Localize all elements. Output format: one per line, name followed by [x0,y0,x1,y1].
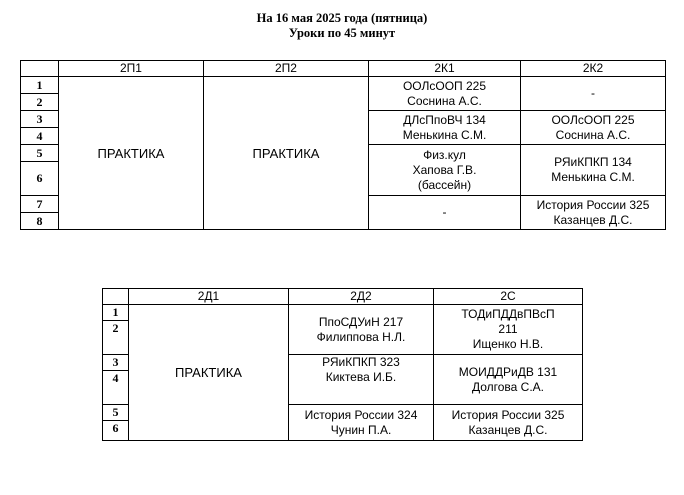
practice-cell-2p1: ПРАКТИКА [59,77,204,230]
lesson-number: 6 [21,162,59,196]
subject-room: История России 325 [536,197,650,212]
practice-cell-2d1: ПРАКТИКА [129,305,289,441]
practice-cell-2p2: ПРАКТИКА [204,77,369,230]
lesson-cell-2d2-2 [289,355,434,405]
lesson-cell-2k1-3 [369,145,521,196]
subject-room: ООЛсООП 225 [402,78,487,93]
subject-room: История России 324 [304,407,418,422]
teacher: Киктева И.Б. [325,370,397,384]
lesson-number: 2 [103,321,129,355]
lesson-cell-2k2-1 [521,77,666,111]
corner-cell [21,61,59,77]
empty-lesson: - [591,86,595,100]
group-header-2d2: 2Д2 [289,289,434,305]
teacher: Ищенко Н.В. [472,337,544,351]
lesson-duration-note: Уроки по 45 минут [288,26,396,40]
lesson-number: 8 [21,213,59,230]
teacher: Долгова С.А. [471,379,545,394]
location-note: (бассейн) [417,177,472,192]
lesson-cell-2d2-1 [289,305,434,355]
lesson-number: 5 [21,145,59,162]
lesson-number: 6 [103,421,129,441]
corner-cell [103,289,129,305]
lesson-number: 3 [21,111,59,128]
lesson-number: 4 [103,371,129,405]
teacher: Казанцев Д.С. [468,422,548,437]
subject-room: ООЛсООП 225 [551,112,635,127]
teacher: Соснина А.С. [555,127,631,142]
teacher: Филиппова Н.Л. [316,329,406,344]
lesson-cell-2k1-2 [369,111,521,145]
schedule-date-title: На 16 мая 2025 года (пятница) [256,11,428,25]
schedule-table-2 [102,288,583,441]
teacher: Чунин П.А. [330,422,392,437]
subject-room: ДЛсПпоВЧ 134 [403,112,486,127]
teacher: Менькина С.М. [551,170,635,184]
lesson-cell-2k1-1 [369,77,521,111]
subject-room: РЯиКПКП 134 [554,155,632,169]
group-header-2k2: 2К2 [521,61,666,77]
subject-room: МОИДДРиДВ 131 [458,364,558,379]
schedule-table-1 [20,60,666,230]
subject: Физ.кул [423,147,466,162]
empty-lesson: - [442,205,447,219]
lesson-number: 1 [103,305,129,321]
lesson-cell-2s-1 [434,305,583,355]
group-header-2d1: 2Д1 [129,289,289,305]
lesson-number: 1 [21,77,59,94]
subject-room: История России 325 [451,407,565,422]
teacher: Хапова Г.В. [412,162,477,177]
group-header-2p2: 2П2 [204,61,369,77]
group-header-2p1: 2П1 [59,61,204,77]
subject-room: РЯиКПКП 323 [322,355,400,369]
lesson-number: 2 [21,94,59,111]
subject: ТОДиПДДвПВсП [461,307,555,321]
lesson-number: 4 [21,128,59,145]
room: 211 [498,322,518,336]
subject-room: ПпоСДУиН 217 [318,314,404,329]
teacher: Казанцев Д.С. [553,212,633,227]
lesson-number: 5 [103,405,129,421]
lesson-cell-2d2-3 [289,405,434,441]
group-header-2k1: 2К1 [369,61,521,77]
teacher: Менькина С.М. [402,127,487,142]
lesson-cell-2k2-3 [521,145,666,196]
lesson-number: 3 [103,355,129,371]
lesson-cell-2k2-4 [521,196,666,230]
lesson-cell-2k1-4 [369,196,521,230]
group-header-2s: 2С [434,289,583,305]
lesson-cell-2k2-2 [521,111,666,145]
teacher: Соснина А.С. [407,93,482,108]
lesson-number: 7 [21,196,59,213]
lesson-cell-2s-2 [434,355,583,405]
lesson-cell-2s-3 [434,405,583,441]
